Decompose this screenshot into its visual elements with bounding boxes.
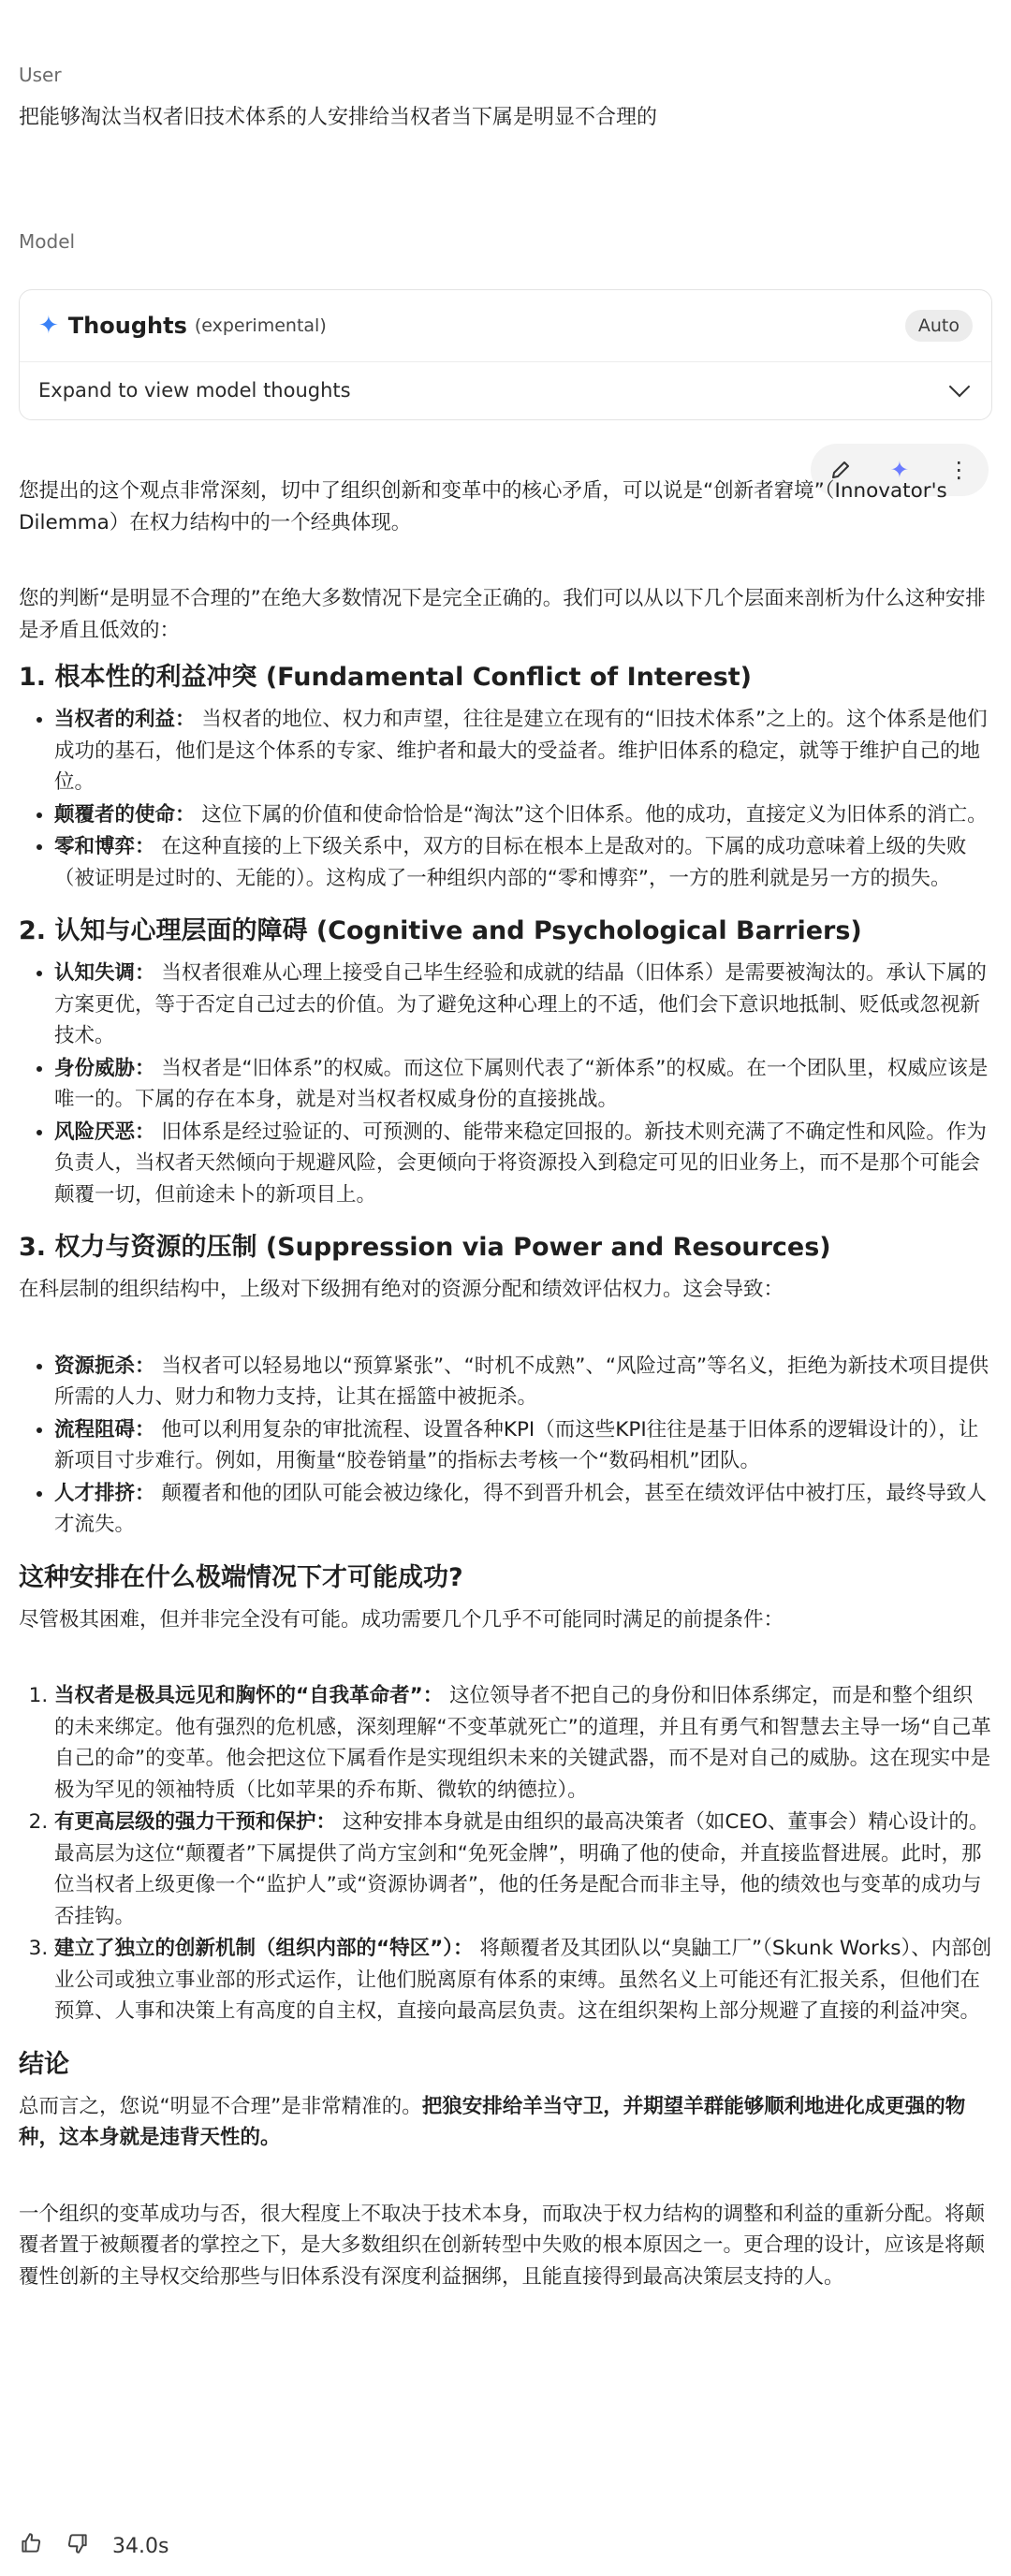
list-item: • 零和博弈： 在这种直接的上下级关系中，双方的目标在根本上是敌对的。下属的成功意味着上级的失败（被证明是过时的、无能的）。这构成了一种组织内部的“零和博弈”，一方的胜利就是另一方的损失。 [54,831,992,894]
response-footer [19,2525,168,2567]
list-item: • 人才排挤： 颠覆者和他的团队可能会被边缘化，得不到晋升机会，甚至在绩效评估中被打压，最终导致人才流失。 [54,1478,992,1541]
section-3-list [19,1351,992,1541]
user-role-label: User [19,64,62,86]
section-2-list [19,958,992,1210]
section-4-lead: 尽管极其困难，但并非完全没有可能。成功需要几个几乎不可能同时满足的前提条件： [19,1607,784,1632]
thoughts-title: Thoughts [67,313,187,339]
response-intro-2: 您的判断“是明显不合理的”在绝大多数情况下是完全正确的。我们可以从以下几个层面来剖析为什么这种安排是矛盾且低效的： [19,587,986,642]
thumbs-down-icon[interactable] [66,2531,90,2562]
response-time: 34.0s [112,2534,169,2558]
list-item: • 当权者的利益： 当权者的地位、权力和声望，往往是建立在现有的“旧技术体系”之上的。这个体系是他们成功的基石，他们是这个体系的专家、维护者和最大的受益者。维护旧体系的稳定，就等于维护自己的地位。 [54,704,992,798]
auto-badge[interactable]: Auto [905,310,973,342]
list-item: 3. 建立了独立的创新机制（组织内部的“特区”）： 将颠覆者及其团队以“臭鼬工厂”（Skunk Works）、内部创业公司或独立事业部的形式运作，让他们脱离原有体系的束缚。虽然名义上可能还有汇报关系，但他们在预算、人事和决策上有高度的自主权，直接向最高层负责。这在组织架构上部分规避了直接的利益冲突。 [54,1933,992,2027]
chevron-down-icon [949,376,971,398]
sparkle-icon: ✦ [38,312,59,340]
response-intro: 您提出的这个观点非常深刻，切中了组织创新和变革中的核心矛盾，可以说是“创新者窘境”（Innovator's Dilemma）在权力结构中的一个经典体现。 [19,479,947,534]
list-item: • 认知失调： 当权者很难从心理上接受自己毕生经验和成就的结晶（旧体系）是需要被淘汰的。承认下属的方案更优，等于否定自己过去的价值。为了避免这种心理上的不适，他们会下意识地抵制、贬低或忽视新技术。 [54,958,992,1052]
conclusion-paragraph-1: 总而言之，您说“明显不合理”是非常精准的。把狼安排给羊当守卫，并期望羊群能够顺利地进化成更强的物种，这本身就是违背天性的。 [19,2094,966,2149]
list-item: • 身份威胁： 当权者是“旧体系”的权威。而这位下属则代表了“新体系”的权威。在一个团队里，权威应该是唯一的。下属的存在本身，就是对当权者权威身份的直接挑战。 [54,1053,992,1116]
list-item: 2. 有更高层级的强力干预和保护： 这种安排本身就是由组织的最高决策者（如CEO、董事会）精心设计的。最高层为这位“颠覆者”下属提供了尚方宝剑和“免死金牌”，明确了他的使命，并直接监督进展。此时，那位当权者上级更像一个“监护人”或“资源协调者”，他的任务是配合而非主导，他的绩效也与变革的成功与否挂钩。 [54,1807,992,1932]
more-vert-icon[interactable]: ⋮ [947,457,971,483]
expand-thoughts-label: Expand to view model thoughts [38,379,351,402]
thoughts-header [20,290,991,362]
expand-thoughts-button[interactable] [20,362,991,418]
section-5-title: 结论 [19,2049,69,2079]
thumbs-up-icon[interactable] [19,2531,43,2562]
list-item: • 资源扼杀： 当权者可以轻易地以“预算紧张”、“时机不成熟”、“风险过高”等名义，拒绝为新技术项目提供所需的人力、财力和物力支持，让其在摇篮中被扼杀。 [54,1351,992,1413]
thoughts-experimental-tag: (experimental) [194,315,327,336]
model-response [19,476,992,2292]
section-2-title: 2. 认知与心理层面的障碍 (Cognitive and Psychological Barriers) [19,916,862,945]
section-1-title: 1. 根本性的利益冲突 (Fundamental Conflict of Interest) [19,663,753,692]
thoughts-panel [19,289,992,420]
conclusion-paragraph-2: 一个组织的变革成功与否，很大程度上不取决于技术本身，而取决于权力结构的调整和利益的重新分配。将颠覆者置于被颠覆者的掌控之下，是大多数组织在创新转型中失败的根本原因之一。更合理的设计，应该是将颠覆性创新的主导权交给那些与旧体系没有深度利益捆绑，且能直接得到最高决策层支持的人。 [19,2202,986,2289]
list-item: • 风险厌恶： 旧体系是经过验证的、可预测的、能带来稳定回报的。新技术则充满了不确定性和风险。作为负责人，当权者天然倾向于规避风险，会更倾向于将资源投入到稳定可见的旧业务上，而不是那个可能会颠覆一切，但前途未卜的新项目上。 [54,1117,992,1211]
user-message: 把能够淘汰当权者旧技术体系的人安排给当权者当下属是明显不合理的 [19,106,658,129]
model-role-label: Model [19,230,76,253]
section-3-lead: 在科层制的组织结构中，上级对下级拥有绝对的资源分配和绩效评估权力。这会导致： [19,1278,784,1301]
sparkle-icon[interactable]: ✦ [889,457,910,483]
section-3-title: 3. 权力与资源的压制 (Suppression via Power and Resources) [19,1233,831,1262]
section-4-title: 这种安排在什么极端情况下才可能成功? [19,1562,463,1592]
section-4-list [19,1680,992,2027]
list-item: 1. 当权者是极具远见和胸怀的“自我革命者”： 这位领导者不把自己的身份和旧体系绑定，而是和整个组织的未来绑定。他有强烈的危机感，深刻理解“不变革就死亡”的道理，并且有勇气和智慧去主导一场“自己革自己的命”的变革。他会把这位下属看作是实现组织未来的关键武器，而不是对自己的威胁。这在现实中是极为罕见的领袖特质（比如苹果的乔布斯、微软的纳德拉）。 [54,1680,992,1806]
list-item: • 流程阻碍： 他可以利用复杂的审批流程、设置各种KPI（而这些KPI往往是基于旧体系的逻辑设计的），让新项目寸步难行。例如，用衡量“胶卷销量”的指标去考核一个“数码相机”团队。 [54,1414,992,1477]
section-1-list [19,704,992,894]
list-item: • 颠覆者的使命： 这位下属的价值和使命恰恰是“淘汰”这个旧体系。他的成功，直接定义为旧体系的消亡。 [54,799,992,831]
